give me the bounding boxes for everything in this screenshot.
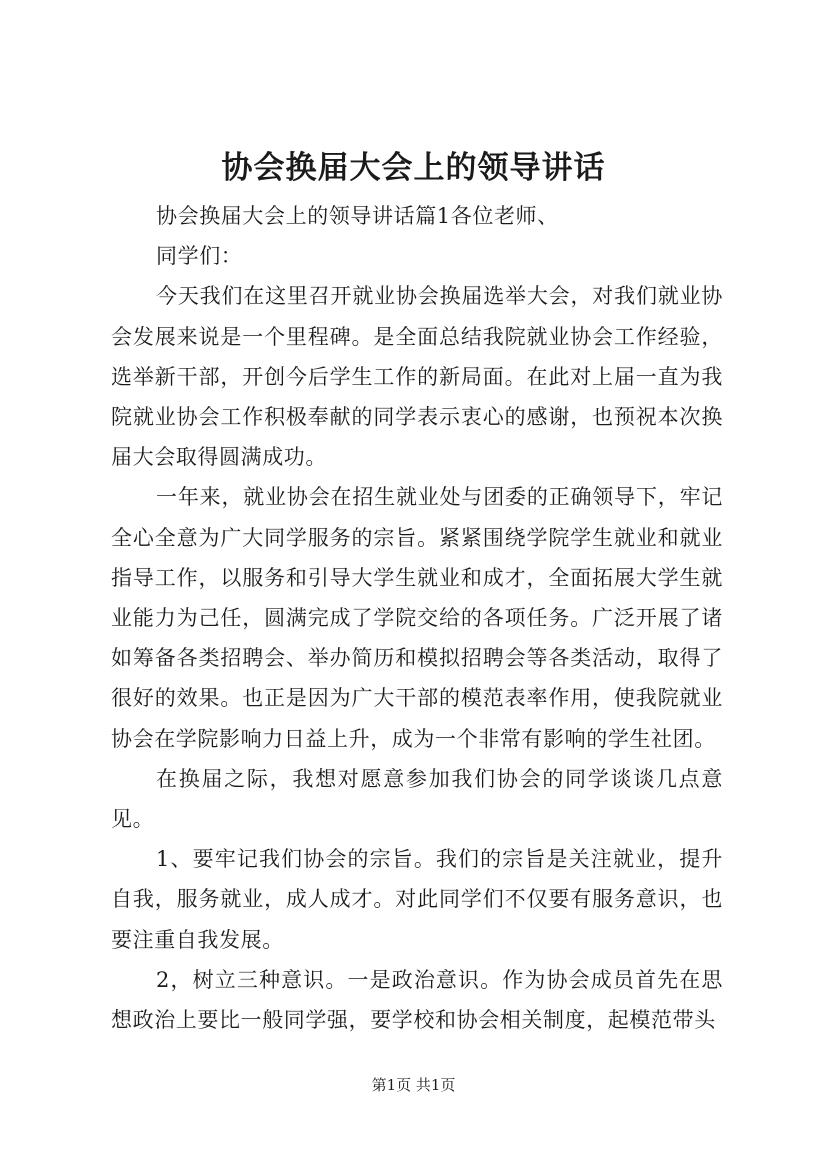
document-title: 协会换届大会上的领导讲话 — [221, 150, 606, 186]
paragraph-salutation: 同学们： — [156, 244, 243, 269]
document-body — [111, 196, 723, 1040]
paragraph-review: 一年来，就业协会在招生就业处与团委的正确领导下，牢记全心全意为广大同学服务的宗旨。紧紧围绕学院学生就业和就业指导工作，以服务和引导大学生就业和成才，全面拓展大学生就业能力为己任，圆满完成了学院交给的各项任务。广泛开展了诸如筹备各类招聘会、举办简历和模拟招聘会等各类活动，取得了很好的效果。也正是因为广大干部的模范表率作用，使我院就业协会在学院影响力日益上升，成为一个非常有影响的学生社团。 — [111, 485, 723, 751]
paragraph-transition: 在换届之际，我想对愿意参加我们协会的同学谈谈几点意见。 — [111, 766, 723, 832]
page-number-footer: 第1页 共1页 — [371, 1076, 456, 1094]
paragraph-opening: 今天我们在这里召开就业协会换届选举大会，对我们就业协会发展来说是一个里程碑。是全面总结我院就业协会工作经验，选举新干部，开创今后学生工作的新局面。在此对上届一直为我院就业协会工作积极奉献的同学表示衷心的感谢，也预祝本次换届大会取得圆满成功。 — [111, 284, 723, 470]
paragraph-heading-line: 协会换届大会上的领导讲话篇1各位老师、 — [156, 204, 559, 228]
paragraph-point-1: 1、要牢记我们协会的宗旨。我们的宗旨是关注就业，提升自我，服务就业，成人成才。对此同学们不仅要有服务意识，也要注重自我发展。 — [111, 847, 723, 952]
paragraph-point-2: 2，树立三种意识。一是政治意识。作为协会成员首先在思想政治上要比一般同学强，要学校和协会相关制度，起模范带头 — [111, 967, 723, 1033]
